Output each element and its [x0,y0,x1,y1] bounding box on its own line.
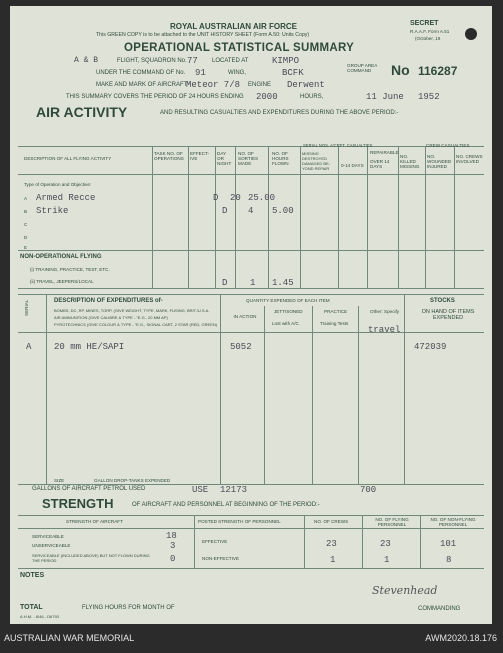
row-sorties: 20 [230,193,241,203]
strength-header-rule [18,528,484,529]
row-letter-e: E [24,245,28,250]
flight-prefix: A & B [74,56,99,65]
col-rule [213,146,219,288]
exp-row-item: 20 mm HE/SAPI [54,342,125,352]
strength-top-rule [18,515,484,516]
command-value: 91 [195,68,206,78]
aircraft-header: STRENGTH OF AIRCRAFT [66,519,123,524]
signature: Stevenhead [372,584,438,597]
col-task: TASK NO. OF OPERATIONS [154,151,184,161]
col-rule [264,306,265,484]
row-hours: 25.00 [248,193,276,203]
travel-hours: 1.45 [272,278,294,288]
crews-header: NO. OF CREWS [314,519,349,524]
squadron-no: 77 [187,56,198,66]
row-hours: 5.00 [272,206,294,216]
col-rule [188,146,189,288]
eff-nonflying: 101 [440,539,457,549]
training-label: (i) TRAINING, PRACTICE, TEST, ETC. [30,267,110,272]
exp-row-action: 5052 [230,342,252,352]
exp-row-stock: 472039 [414,342,447,352]
row-objective: Strike [36,206,69,216]
col-rule [367,146,368,288]
exp-header-rule [18,332,484,333]
serial-number: 116287 [418,64,458,78]
commanding-label: COMMANDING [418,606,461,612]
engine-value: Derwent [287,80,325,90]
eff-flying: 23 [380,539,391,549]
row-letter-b: B [24,209,28,214]
strength-subtitle: OF AIRCRAFT AND PERSONNEL AT BEGINNING OF THE PERIOD:- [132,502,320,508]
repairable-group: REPAIRABLE [370,150,399,155]
green-copy-note: This GREEN COPY is to be attached to the UNIT HISTORY SHEET (Form A.50: Units Copy) [96,32,310,38]
col-crews: NO. CREWS INVOLVED [456,154,483,164]
col-rule [404,294,405,484]
wing-label: WING, [228,70,246,76]
strength-title: STRENGTH [42,496,114,511]
size-label: SIZE [54,478,65,483]
other-label: Other: Specify [370,309,400,314]
on-hand-label: ON HAND OF ITEMS EXPENDED [421,309,475,321]
col-daynight: DAY OR NIGHT [217,151,232,166]
serial-group: SERIAL NOS. A'CRFT. CASUALTIES [303,143,373,148]
crew-group: CREW CASUALTIES [426,143,470,148]
exp-desc-line: BOMBS, DC, RP, MINES, TORP. (GIVE WEIGHT, TYPE, MARK, FUSING, BRIT./U.S.A. [54,308,210,313]
command-label: UNDER THE COMMAND OF No. [96,70,186,76]
unserviceable-label: UNSERVICEABLE [32,543,71,548]
drop-tanks-label: GALLON DROP-TANKS EXPENDED [94,478,171,483]
travel-label: (ii) TRAVEL, JEEPERS/LOCAL [30,279,94,284]
col-wounded: NO. WOUNDED INJURED [427,154,452,169]
eff-crews: 23 [326,539,337,549]
col-14days: 0-14 DAYS [341,163,364,168]
in-action-label: IN ACTION [233,314,257,319]
exp-row-letter: A [26,342,32,352]
nonflying-header: NO. OF NON-FLYING PERSONNEL [430,517,476,527]
col-rule [420,515,421,568]
col-sorties: NO. OF SORTIES MADE [238,151,259,166]
period-label: THIS SUMMARY COVERS THE PERIOD OF 24 HOURS ENDING [66,94,244,100]
located-value: KIMPO [272,56,300,66]
flying-month-label: FLYING HOURS FOR MONTH OF [82,605,175,611]
row-daynight: D [222,206,228,216]
col-rule [194,515,195,568]
jettisoned-label: JETTISONED [274,309,303,314]
unserviceable-value: 3 [170,541,176,551]
notes-label: NOTES [20,572,45,579]
col-rule [454,146,455,288]
hours-label: HOURS, [300,94,324,100]
activity-top-rule [18,146,484,147]
serv-not-flown-label: SERVICEABLE (INCLUDED ABOVE) BUT NOT FLOWN DURING THE PERIOD [32,553,150,563]
row-letter-a: A [24,196,28,201]
wing-value: BCFK [282,68,304,78]
col-rule [398,146,399,288]
row-letter-d: D [24,235,28,240]
petrol-prefix: USE [192,485,209,495]
travel-sorties: 1 [250,278,256,288]
posted-header: POSTED STRENGTH OF PERSONNEL [198,519,281,524]
training-tests-label: Training Tests [320,321,349,326]
punch-hole [465,28,477,40]
flight-label: FLIGHT, SQUADRON No. [117,58,187,64]
non-op-label: NON-OPERATIONAL FLYING [20,254,102,260]
footer-accession: AWM2020.18.176 [425,633,497,643]
col-killed: NO. KILLED MISSING [400,154,420,169]
exp-desc-title: DESCRIPTION OF EXPENDITURES of- [54,298,163,304]
noneff-crews: 1 [330,555,336,565]
activity-header-rule [18,174,484,175]
col-rule [304,515,305,568]
org-title: ROYAL AUSTRALIAN AIR FORCE [170,22,297,31]
row-daynight: D [213,193,219,203]
petrol-value: 12173 [220,485,248,495]
form-date: (October, 19 [415,36,441,41]
non-effective-label: NON-EFFECTIVE [202,556,240,561]
col-hours: NO. OF HOURS FLOWN [272,151,289,166]
travel-daynight: D [222,278,228,288]
practice-label: PRACTICE [324,309,348,314]
form-page [10,6,492,624]
exp-top-rule [18,294,484,295]
stocks-label: STOCKS [430,298,455,304]
no-label: No [391,62,410,78]
air-activity-title: AIR ACTIVITY [36,104,128,120]
secret-label: SECRET [410,20,439,27]
col-rule [268,146,269,288]
activity-ops-rule [18,250,484,251]
col-rule [338,146,339,288]
col-missing: MISSING DESTROYED DAMAGED BE- YOND REPAIR [302,151,331,171]
make-value: Meteor 7/8 [186,80,241,90]
exp-bottom-rule [18,484,484,485]
activity-bottom-rule [18,288,484,289]
type-label: Type of Operation and Objective: [24,182,92,187]
col-rule [235,146,236,288]
col-desc: DESCRIPTION OF ALL FLYING ACTIVITY [24,156,112,161]
footer-source: AUSTRALIAN WAR MEMORIAL [4,633,135,643]
row-objective: Armed Recce [36,193,96,203]
petrol-label: GALLONS OF AIRCRAFT PETROL USED [32,486,146,492]
col-rule [300,146,301,288]
not-flown-value: 0 [170,554,176,564]
serviceable-label: SERVICEABLE [32,534,64,539]
form-title: OPERATIONAL STATISTICAL SUMMARY [124,42,355,54]
exp-desc-line: PYROTECHNICS (GIVE COLOUR & TYPE - "E.G., SIGNAL CART, 2 STAR (RED, GREEN) [54,322,218,327]
form-code: A.H.M. - 8/46 - D6793 [20,614,59,619]
col-rule [220,294,221,484]
row-sorties: 4 [248,206,254,216]
noneff-flying: 1 [384,555,390,565]
col-rule [312,306,313,484]
col-rule [46,294,47,484]
exp-serial-label: SERIAL [24,299,29,316]
quantity-title: QUANTITY EXPENDED OF EACH ITEM [246,298,330,303]
row-letter-c: C [24,222,28,227]
col-rule [362,515,363,568]
col-rule [358,306,359,484]
col-effective: EFFECT-IVE [190,151,210,161]
air-activity-subtitle: AND RESULTING CASUALTIES AND EXPENDITURES DURING THE ABOVE PERIOD:- [160,110,399,116]
group-label: GROUP AREA COMMAND [347,63,378,73]
engine-label: ENGINE [248,82,272,88]
col-rule [152,146,153,288]
col-rule [425,146,426,288]
strength-bottom-rule [18,568,484,569]
make-label: MAKE AND MARK OF AIRCRAFT [96,82,188,88]
travel-note: travel [368,325,401,335]
serviceable-value: 18 [166,531,177,541]
noneff-nonflying: 8 [446,555,452,565]
total-label: TOTAL [20,604,43,611]
lost-label: Lost with A/C [272,321,299,326]
period-date: 11 June [366,92,404,102]
effective-label: EFFECTIVE [202,539,228,544]
petrol-other: 700 [360,485,377,495]
located-label: LOCATED AT [212,58,249,64]
exp-desc-line: AIR AMMUNITION (GIVE CALIBRE & TYPE - "E.G., 20 MM AP) [54,315,168,320]
period-year: 1952 [418,92,440,102]
period-hours: 2000 [256,92,278,102]
col-over14: OVER 14 DAYS [370,159,390,169]
flying-header: NO. OF FLYING PERSONNEL [375,517,409,527]
form-number: R.A.A.F. Form A.51 [410,29,450,34]
